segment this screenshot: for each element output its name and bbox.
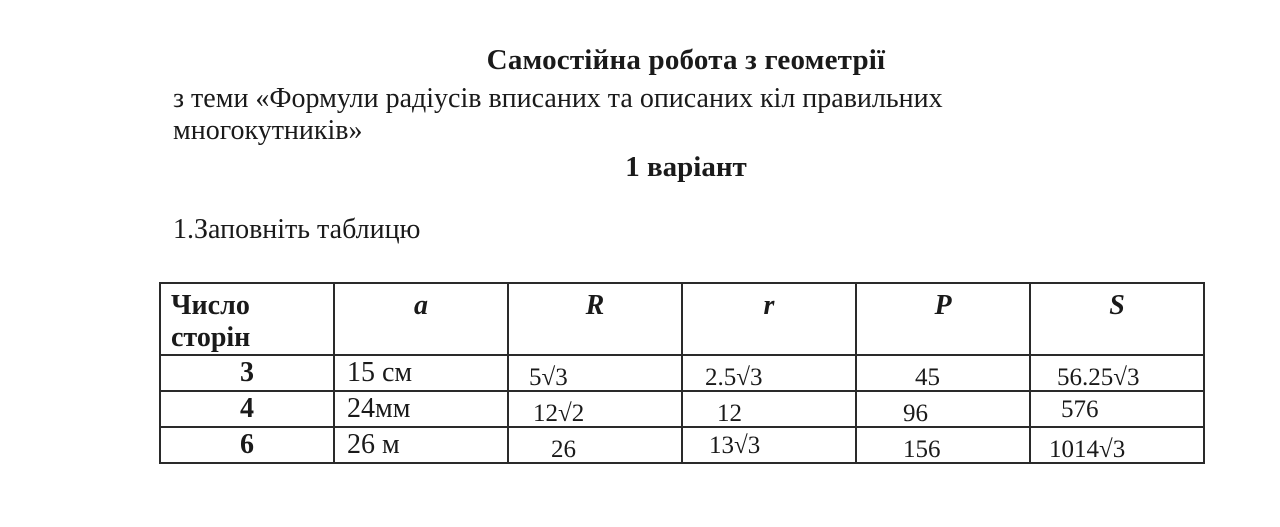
cell-S (1030, 391, 1204, 427)
header-P: P (856, 283, 1030, 355)
cell-S-value: 1014√3 (1049, 436, 1126, 463)
header-a: a (334, 283, 508, 355)
cell-R-value: 26 (551, 436, 576, 463)
table-row (160, 355, 1204, 391)
cell-R-value: 12√2 (533, 400, 585, 427)
cell-a: 26 м (334, 427, 508, 463)
cell-S-value: 56.25√3 (1057, 364, 1140, 391)
page-title: Самостійна робота з геометрії (486, 44, 886, 76)
cell-r-value: 13√3 (709, 432, 761, 459)
cell-S-value: 576 (1061, 396, 1099, 423)
cell-r (682, 427, 856, 463)
cell-R (508, 391, 682, 427)
cell-r (682, 391, 856, 427)
cell-sides: 4 (160, 391, 334, 427)
geometry-table (159, 282, 1205, 464)
cell-r-value: 2.5√3 (705, 364, 763, 391)
header-r: r (682, 283, 856, 355)
table-row (160, 427, 1204, 463)
header-S: S (1030, 283, 1204, 355)
cell-P-value: 96 (903, 400, 928, 427)
cell-P-value: 45 (915, 364, 940, 391)
table-header-row (160, 283, 1204, 355)
cell-a: 24мм (334, 391, 508, 427)
cell-P (856, 355, 1030, 391)
cell-P (856, 391, 1030, 427)
cell-sides: 3 (160, 355, 334, 391)
table-row (160, 391, 1204, 427)
cell-S (1030, 355, 1204, 391)
cell-sides: 6 (160, 427, 334, 463)
cell-R (508, 427, 682, 463)
variant-heading: 1 варіант (625, 151, 747, 183)
header-R: R (508, 283, 682, 355)
cell-a: 15 см (334, 355, 508, 391)
cell-R (508, 355, 682, 391)
cell-R-value: 5√3 (529, 364, 568, 391)
cell-P (856, 427, 1030, 463)
page-subtitle: з теми «Формули радіусів вписаних та описаних кіл правильних многокутників» (173, 83, 943, 146)
cell-r-value: 12 (717, 400, 742, 427)
task-instruction: 1.Заповніть таблицю (173, 214, 421, 245)
header-sides: Число сторін (160, 283, 334, 355)
cell-S (1030, 427, 1204, 463)
cell-r (682, 355, 856, 391)
cell-P-value: 156 (903, 436, 941, 463)
